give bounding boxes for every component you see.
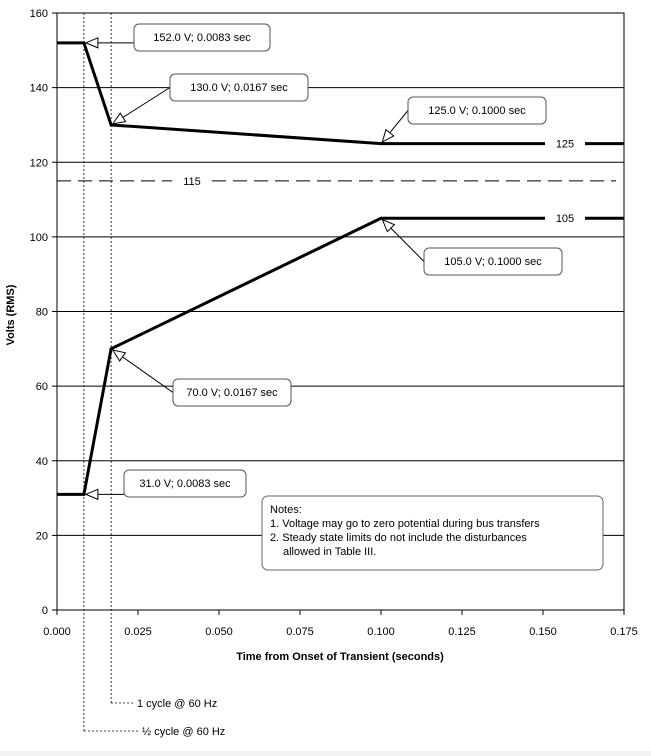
notes-heading: Notes: — [270, 504, 302, 516]
y-axis-title: Volts (RMS) — [5, 284, 17, 346]
callout-label: 130.0 V; 0.0167 sec — [190, 82, 288, 94]
x-tick-label: 0.175 — [610, 626, 638, 638]
y-tick-label: 140 — [29, 82, 48, 95]
notes-box — [262, 496, 603, 570]
x-tick-label: 0.125 — [448, 626, 476, 638]
x-tick-label: 0.150 — [529, 626, 557, 638]
callout-leader — [390, 111, 408, 133]
callout-label: 152.0 V; 0.0083 sec — [153, 32, 251, 44]
y-tick-label: 0 — [41, 605, 48, 617]
x-tick-label: 0.025 — [124, 626, 152, 638]
callout-label: 70.0 V; 0.0167 sec — [186, 387, 278, 399]
annotations-layer — [86, 24, 562, 499]
series-line — [57, 43, 624, 144]
callout-leader — [123, 88, 170, 118]
y-tick-label: 100 — [29, 231, 48, 244]
y-tick-label: 160 — [29, 8, 48, 20]
reference-line-label: ½ cycle @ 60 Hz — [142, 726, 226, 738]
y-tick-label: 40 — [35, 455, 48, 468]
steady-state-label: 105 — [555, 213, 575, 226]
callout-label: 105.0 V; 0.1000 sec — [444, 256, 542, 268]
callout-leader — [391, 228, 424, 261]
callout-arrowhead — [113, 113, 126, 124]
y-tick-label: 80 — [35, 306, 48, 319]
nominal-line-label: 115 — [183, 175, 201, 188]
x-tick-label: 0.100 — [367, 626, 395, 638]
callout-label: 125.0 V; 0.1000 sec — [428, 105, 526, 117]
callout-label: 31.0 V; 0.0083 sec — [139, 478, 231, 490]
callout-leader — [123, 357, 173, 393]
notes-line-2: 2. Steady state limits do not include the disturbances — [270, 532, 527, 544]
x-tick-label: 0.075 — [286, 626, 314, 638]
y-tick-label: 20 — [35, 530, 48, 543]
x-axis-title: Time from Onset of Transient (seconds) — [236, 651, 444, 663]
reference-line-label: 1 cycle @ 60 Hz — [137, 698, 218, 710]
notes-line-1: 1. Voltage may go to zero potential during bus transfers — [270, 518, 540, 530]
x-tick-label: 0.050 — [205, 626, 233, 638]
y-tick-label: 60 — [35, 381, 48, 394]
callout-arrowhead — [382, 130, 393, 142]
callout-arrowhead — [113, 350, 126, 361]
x-tick-label: 0.000 — [43, 626, 71, 638]
grid-layer — [57, 88, 624, 536]
notes-line-3: allowed in Table III. — [283, 546, 377, 558]
y-tick-label: 120 — [29, 157, 48, 170]
steady-state-label: 125 — [555, 138, 575, 151]
callout-arrowhead — [86, 489, 98, 499]
callout-arrowhead — [86, 38, 98, 48]
